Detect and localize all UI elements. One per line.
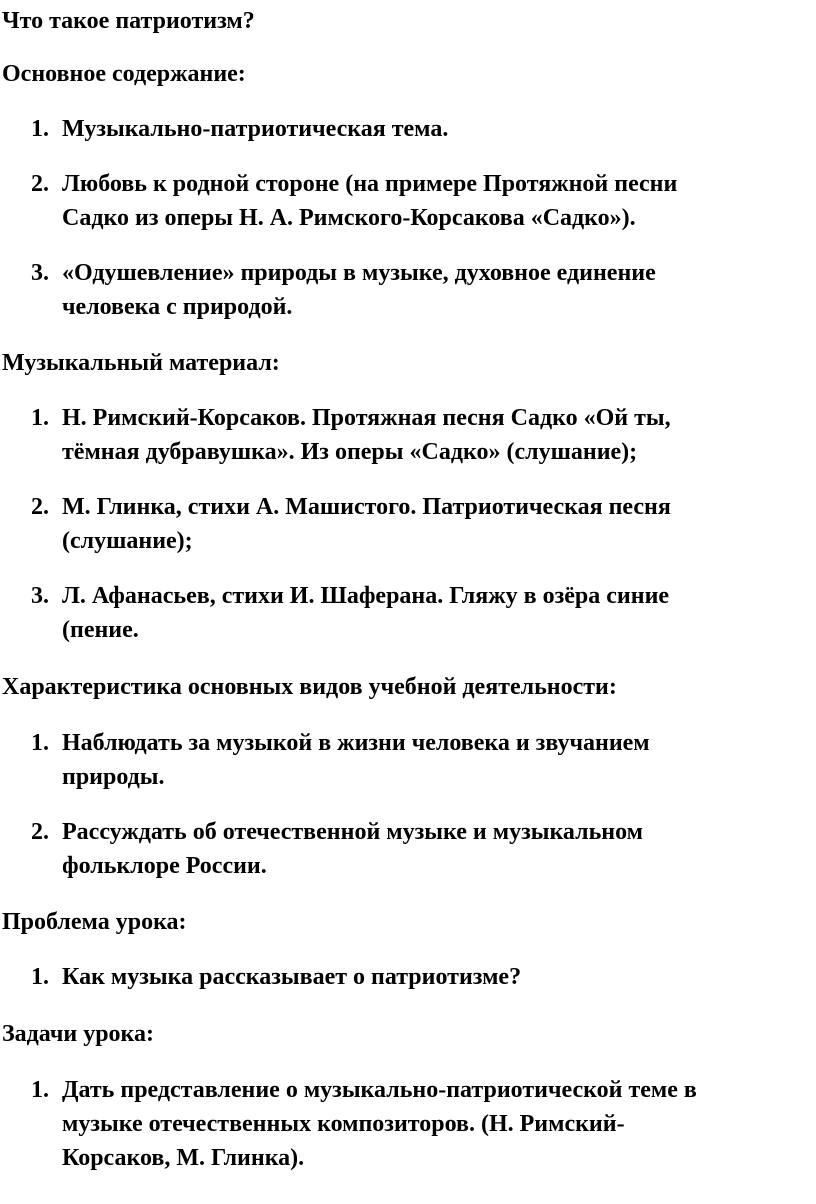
section-heading-material: Музыкальный материал: <box>2 350 280 376</box>
list-item <box>31 112 811 146</box>
list-text: Наблюдать за музыкой в жизни человека и звучанием природы. <box>62 730 650 790</box>
list-text: Н. Римский-Корсаков. Протяжная песня Садко «Ой ты, тёмная дубравушка». Из оперы «Садко» (слушание); <box>62 405 671 465</box>
list-item <box>31 490 811 558</box>
list-item <box>31 1073 811 1175</box>
list-text: Дать представление о музыкально-патриотической теме в музыке отечественных композиторов. (Н. Римский- Корсаков, М. Глинка). <box>62 1077 697 1171</box>
list-item <box>31 401 811 469</box>
list-text: Музыкально-патриотическая тема. <box>62 116 449 142</box>
list-item <box>31 579 811 647</box>
list-text: «Одушевление» природы в музыке, духовное единение человека с природой. <box>62 260 656 320</box>
list-number: 1. <box>31 116 49 142</box>
list-number: 1. <box>31 405 49 431</box>
document-title: Что такое патриотизм? <box>2 8 255 34</box>
list-item <box>31 815 811 883</box>
list-item <box>31 256 811 324</box>
list-number: 3. <box>31 583 49 609</box>
list-number: 1. <box>31 964 49 990</box>
list-number: 2. <box>31 819 49 845</box>
list-number: 1. <box>31 730 49 756</box>
list-text: Любовь к родной стороне (на примере Протяжной песни Садко из оперы Н. А. Римского-Корсакова «Садко»). <box>62 171 678 231</box>
section-heading-content: Основное содержание: <box>2 61 246 87</box>
list-text: Рассуждать об отечественной музыке и музыкальном фольклоре России. <box>62 819 644 879</box>
section-heading-activities: Характеристика основных видов учебной деятельности: <box>2 674 617 700</box>
list-text: Как музыка рассказывает о патриотизме? <box>62 964 522 990</box>
section-heading-tasks: Задачи урока: <box>2 1021 155 1047</box>
list-number: 2. <box>31 171 49 197</box>
section-heading-problem: Проблема урока: <box>2 909 187 935</box>
list-text: М. Глинка, стихи А. Машистого. Патриотическая песня (слушание); <box>62 494 671 554</box>
list-item <box>31 960 811 994</box>
list-number: 1. <box>31 1077 49 1103</box>
list-number: 3. <box>31 260 49 286</box>
list-text: Л. Афанасьев, стихи И. Шаферана. Гляжу в озёра синие (пение. <box>62 583 670 643</box>
list-item <box>31 167 811 235</box>
list-number: 2. <box>31 494 49 520</box>
list-item <box>31 726 811 794</box>
